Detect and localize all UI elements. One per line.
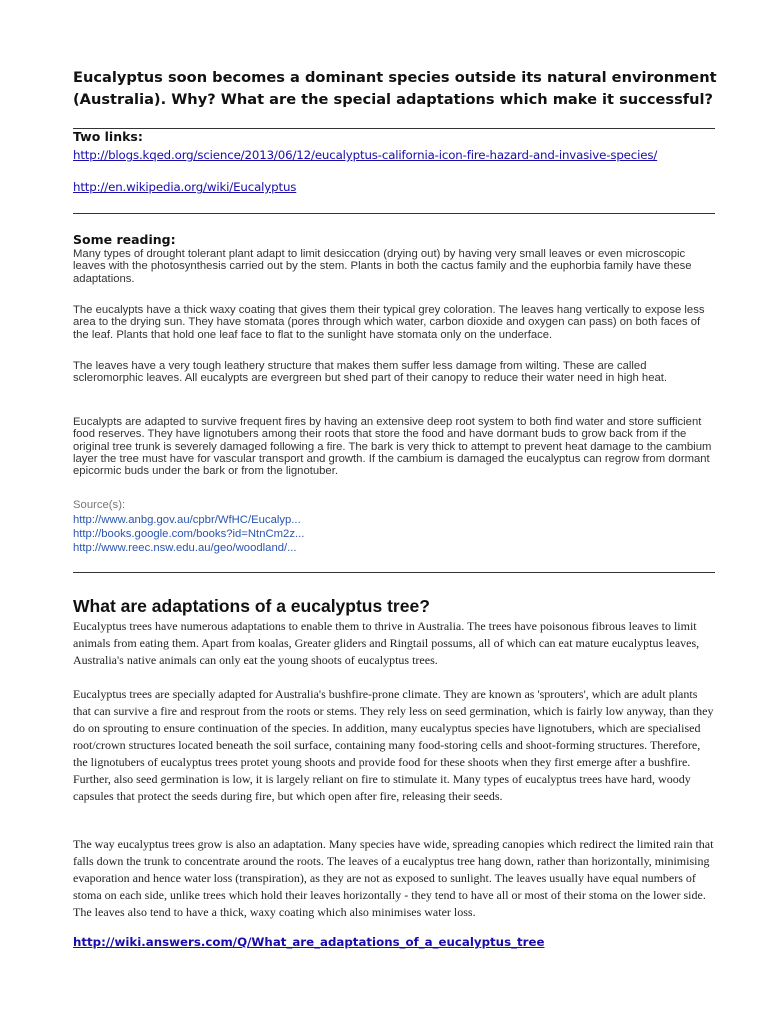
divider xyxy=(73,572,715,573)
wiki-answers-link[interactable]: http://wiki.answers.com/Q/What_are_adaptations_of_a_eucalyptus_tree xyxy=(73,935,545,949)
answer-paragraph: Eucalyptus trees are specially adapted for Australia's bushfire-prone climate. They are known as 'sprouters', which are adult plants that can survive a fire and resprout from the roots or stems. They rely less on seed germination, which is fairly low anyway, than they do on sprouting to ensure continuation of the species. In addition, many eucalyptus species have lignotubers, which are specialised root/crown structures located beneath the soil surface, containing many food-storing cells and shoot-forming structures. Therefore, the lignotubers of eucalyptus trees protet young shoots and provide food for these shoots when they first emerge after a bushfire. Further, also seed germination is low, it is largely reliant on fire to stimulate it. Many types of eucalyptus trees have hard, woody capsules that protect the seeds during fire, but which open after fire, releasing their seeds. xyxy=(73,687,714,804)
answer-paragraph: Eucalyptus trees have numerous adaptations to enable them to thrive in Australia. The trees have poisonous fibrous leaves to limit animals from eating them. Apart from koalas, Greater gliders and Ringtail possums, all of which can eat mature eucalyptus leaves, Australia's native animals can only eat the young shoots of eucalyptus trees. xyxy=(73,619,700,668)
reading-paragraph: The leaves have a very tough leathery structure that makes them suffer less damage from wilting. These are called scleromorphic leaves. All eucalypts are evergreen but shed part of their canopy to reduce their water need in high heat. xyxy=(73,360,668,385)
reading-paragraph: Many types of drought tolerant plant adapt to limit desiccation (drying out) by having very small leaves or even microscopic leaves with the photosynthesis carried out by the stem. Plants in both the cactus family and the euphorbia family have these adaptations. xyxy=(73,248,692,285)
wikipedia-link[interactable]: http://en.wikipedia.org/wiki/Eucalyptus xyxy=(73,180,297,194)
source-link[interactable]: http://books.google.com/books?id=NtnCm2z... xyxy=(73,528,305,540)
reading-paragraph: The eucalypts have a thick waxy coating that gives them their typical grey coloration. The leaves hang vertically to expose less area to the drying sun. They have stomata (pores through which water, carbon dioxide and oxygen can pass) on both faces of the leaf. Plants that hold one leaf face to flat to the sunlight have stomata only on the underface. xyxy=(73,304,705,341)
divider xyxy=(73,128,715,129)
answer-paragraph: The way eucalyptus trees grow is also an adaptation. Many species have wide, spreading canopies which redirect the limited rain that falls down the trunk to concentrate around the roots. The leaves of a eucalyptus tree hang down, rather than horizontally, minimising evaporation and hence water loss (transpiration), as they are not as exposed to sunlight. The leaves usually have equal numbers of stoma on each side, unlike trees which hold their leaves horizontally - they tend to have all or most of their stoma on the lower side. The leaves also tend to have a thick, waxy coating which also minimises water loss. xyxy=(73,837,714,920)
question-title: Eucalyptus soon becomes a dominant species outside its natural environment (Australia). Why? What are the special adaptations which make it successful? xyxy=(73,69,717,108)
links-label: Two links: xyxy=(73,129,143,144)
kqed-link[interactable]: http://blogs.kqed.org/science/2013/06/12/eucalyptus-california-icon-fire-hazard-and-invasive-species/ xyxy=(73,148,658,162)
sources-label: Source(s): xyxy=(73,499,126,511)
divider xyxy=(73,213,715,214)
source-link[interactable]: http://www.anbg.gov.au/cpbr/WfHC/Eucalyp... xyxy=(73,514,301,526)
reading-paragraph: Eucalypts are adapted to survive frequent fires by having an extensive deep root system to both find water and store sufficient food reserves. They have lignotubers among their roots that store the food and have dormant buds to grow back from if the original tree trunk is severely damaged following a fire. The bark is very thick to attempt to prevent heat damage to the cambium layer the tree must have for vascular transport and growth. If the cambium is damaged the eucalyptus can regrow from dormant epicormic buds under the bark or from the lignotuber. xyxy=(73,416,712,478)
answer-heading: What are adaptations of a eucalyptus tree? xyxy=(73,596,430,616)
reading-label: Some reading: xyxy=(73,232,176,247)
source-link[interactable]: http://www.reec.nsw.edu.au/geo/woodland/... xyxy=(73,542,297,554)
